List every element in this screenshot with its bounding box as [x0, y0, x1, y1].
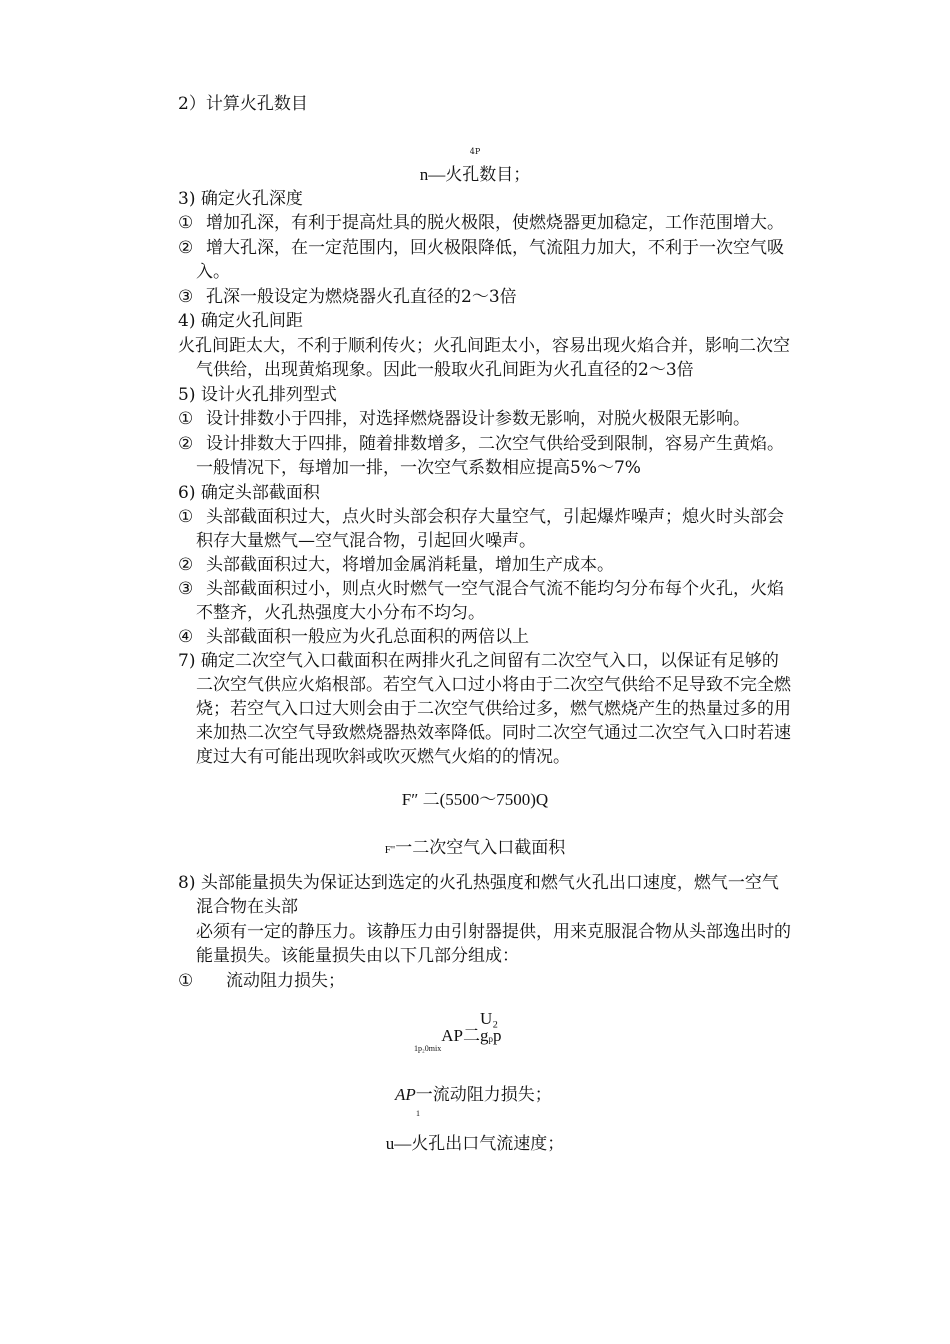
- air-inlet-formula: F″ 二(5500〜7500)Q: [401, 790, 549, 809]
- list-item-continuation: 一般情况下，每增加一排，一次空气系数相应提高5%〜7%: [196, 458, 641, 478]
- list-item: ① 流动阻力损失；: [178, 971, 345, 991]
- variable-ap-subscript: 1: [416, 1109, 420, 1118]
- variable-ap-definition: AP一流动阻力损失；: [395, 1085, 552, 1104]
- list-item: ① 头部截面积过大，点火时头部会积存大量空气，引起爆炸噪声；熄火时头部会: [178, 507, 784, 527]
- list-item: ③ 孔深一般设定为燃烧器火孔直径的2〜3倍: [178, 287, 517, 307]
- pressure-loss-formula: $_{1p_20mix}$AP二gpp: [414, 1026, 502, 1053]
- section-8-line: 必须有一定的静压力。该静压力由引射器提供，用来克服混合物从头部逸出时的: [196, 922, 791, 942]
- list-item: ④ 头部截面积一般应为火孔总面积的两倍以上: [178, 627, 529, 647]
- list-item: ③ 头部截面积过小，则点火时燃气一空气混合气流不能均匀分布每个火孔，火焰: [178, 579, 784, 599]
- list-item: ① 增加孔深，有利于提高灶具的脱火极限，使燃烧器更加稳定，工作范围增大。: [178, 213, 784, 233]
- section-7-line: 度过大有可能出现吹斜或吹灭燃气火焰的的情况。: [196, 747, 570, 767]
- section-7-line: 7) 确定二次空气入口截面积在两排火孔之间留有二次空气入口，以保证有足够的: [178, 651, 779, 671]
- section-6-heading: 6) 确定头部截面积: [178, 483, 320, 503]
- list-item-continuation: 积存大量燃气—空气混合物，引起回火噪声。: [196, 531, 536, 551]
- list-item: ② 增大孔深，在一定范围内，回火极限降低，气流阻力加大，不利于一次空气吸: [178, 238, 784, 258]
- section-8-line: 8) 头部能量损失为保证达到选定的火孔热强度和燃气火孔出口速度，燃气一空气: [178, 873, 779, 893]
- paragraph-line: 火孔间距太大，不利于顺利传火；火孔间距太小，容易出现火焰合并，影响二次空: [178, 336, 790, 356]
- air-inlet-variable-definition: F"一二次空气入口截面积: [384, 838, 566, 857]
- list-item: ① 设计排数小于四排，对选择燃烧器设计参数无影响，对脱火极限无影响。: [178, 409, 750, 429]
- list-item-continuation: 入。: [196, 262, 230, 282]
- section-5-heading: 5) 设计火孔排列型式: [178, 385, 337, 405]
- section-7-line: 来加热二次空气导致燃烧器热效率降低。同时二次空气通过二次空气入口时若速: [196, 723, 791, 743]
- section-2-heading: 2）计算火孔数目: [178, 94, 308, 114]
- section-4-heading: 4) 确定火孔间距: [178, 311, 303, 331]
- section-7-line: 二次空气供应火焰根部。若空气入口过小将由于二次空气供给不足导致不完全燃: [196, 675, 791, 695]
- list-item: ② 头部截面积过大，将增加金属消耗量，增加生产成本。: [178, 555, 614, 575]
- section-3-heading: 3) 确定火孔深度: [178, 189, 303, 209]
- section-7-line: 烧；若空气入口过大则会由于二次空气供给过多，燃气燃烧产生的热量过多的用: [196, 699, 791, 719]
- paragraph-line: 气供给，出现黄焰现象。因此一般取火孔间距为火孔直径的2〜3倍: [196, 360, 694, 380]
- list-item: ② 设计排数大于四排，随着排数增多，二次空气供给受到限制，容易产生黄焰。: [178, 434, 784, 454]
- section-8-line: 混合物在头部: [196, 897, 298, 917]
- variable-u-definition: u—火孔出口气流速度；: [385, 1134, 565, 1153]
- formula-numerator: U₂: [480, 1009, 499, 1028]
- section-8-line: 能量损失。该能量损失由以下几部分组成：: [196, 946, 519, 966]
- variable-n-definition: n—火孔数目；: [419, 165, 531, 184]
- list-item-continuation: 不整齐，火孔热强度大小分布不均匀。: [196, 603, 485, 623]
- formula-fragment: 4P: [469, 147, 481, 156]
